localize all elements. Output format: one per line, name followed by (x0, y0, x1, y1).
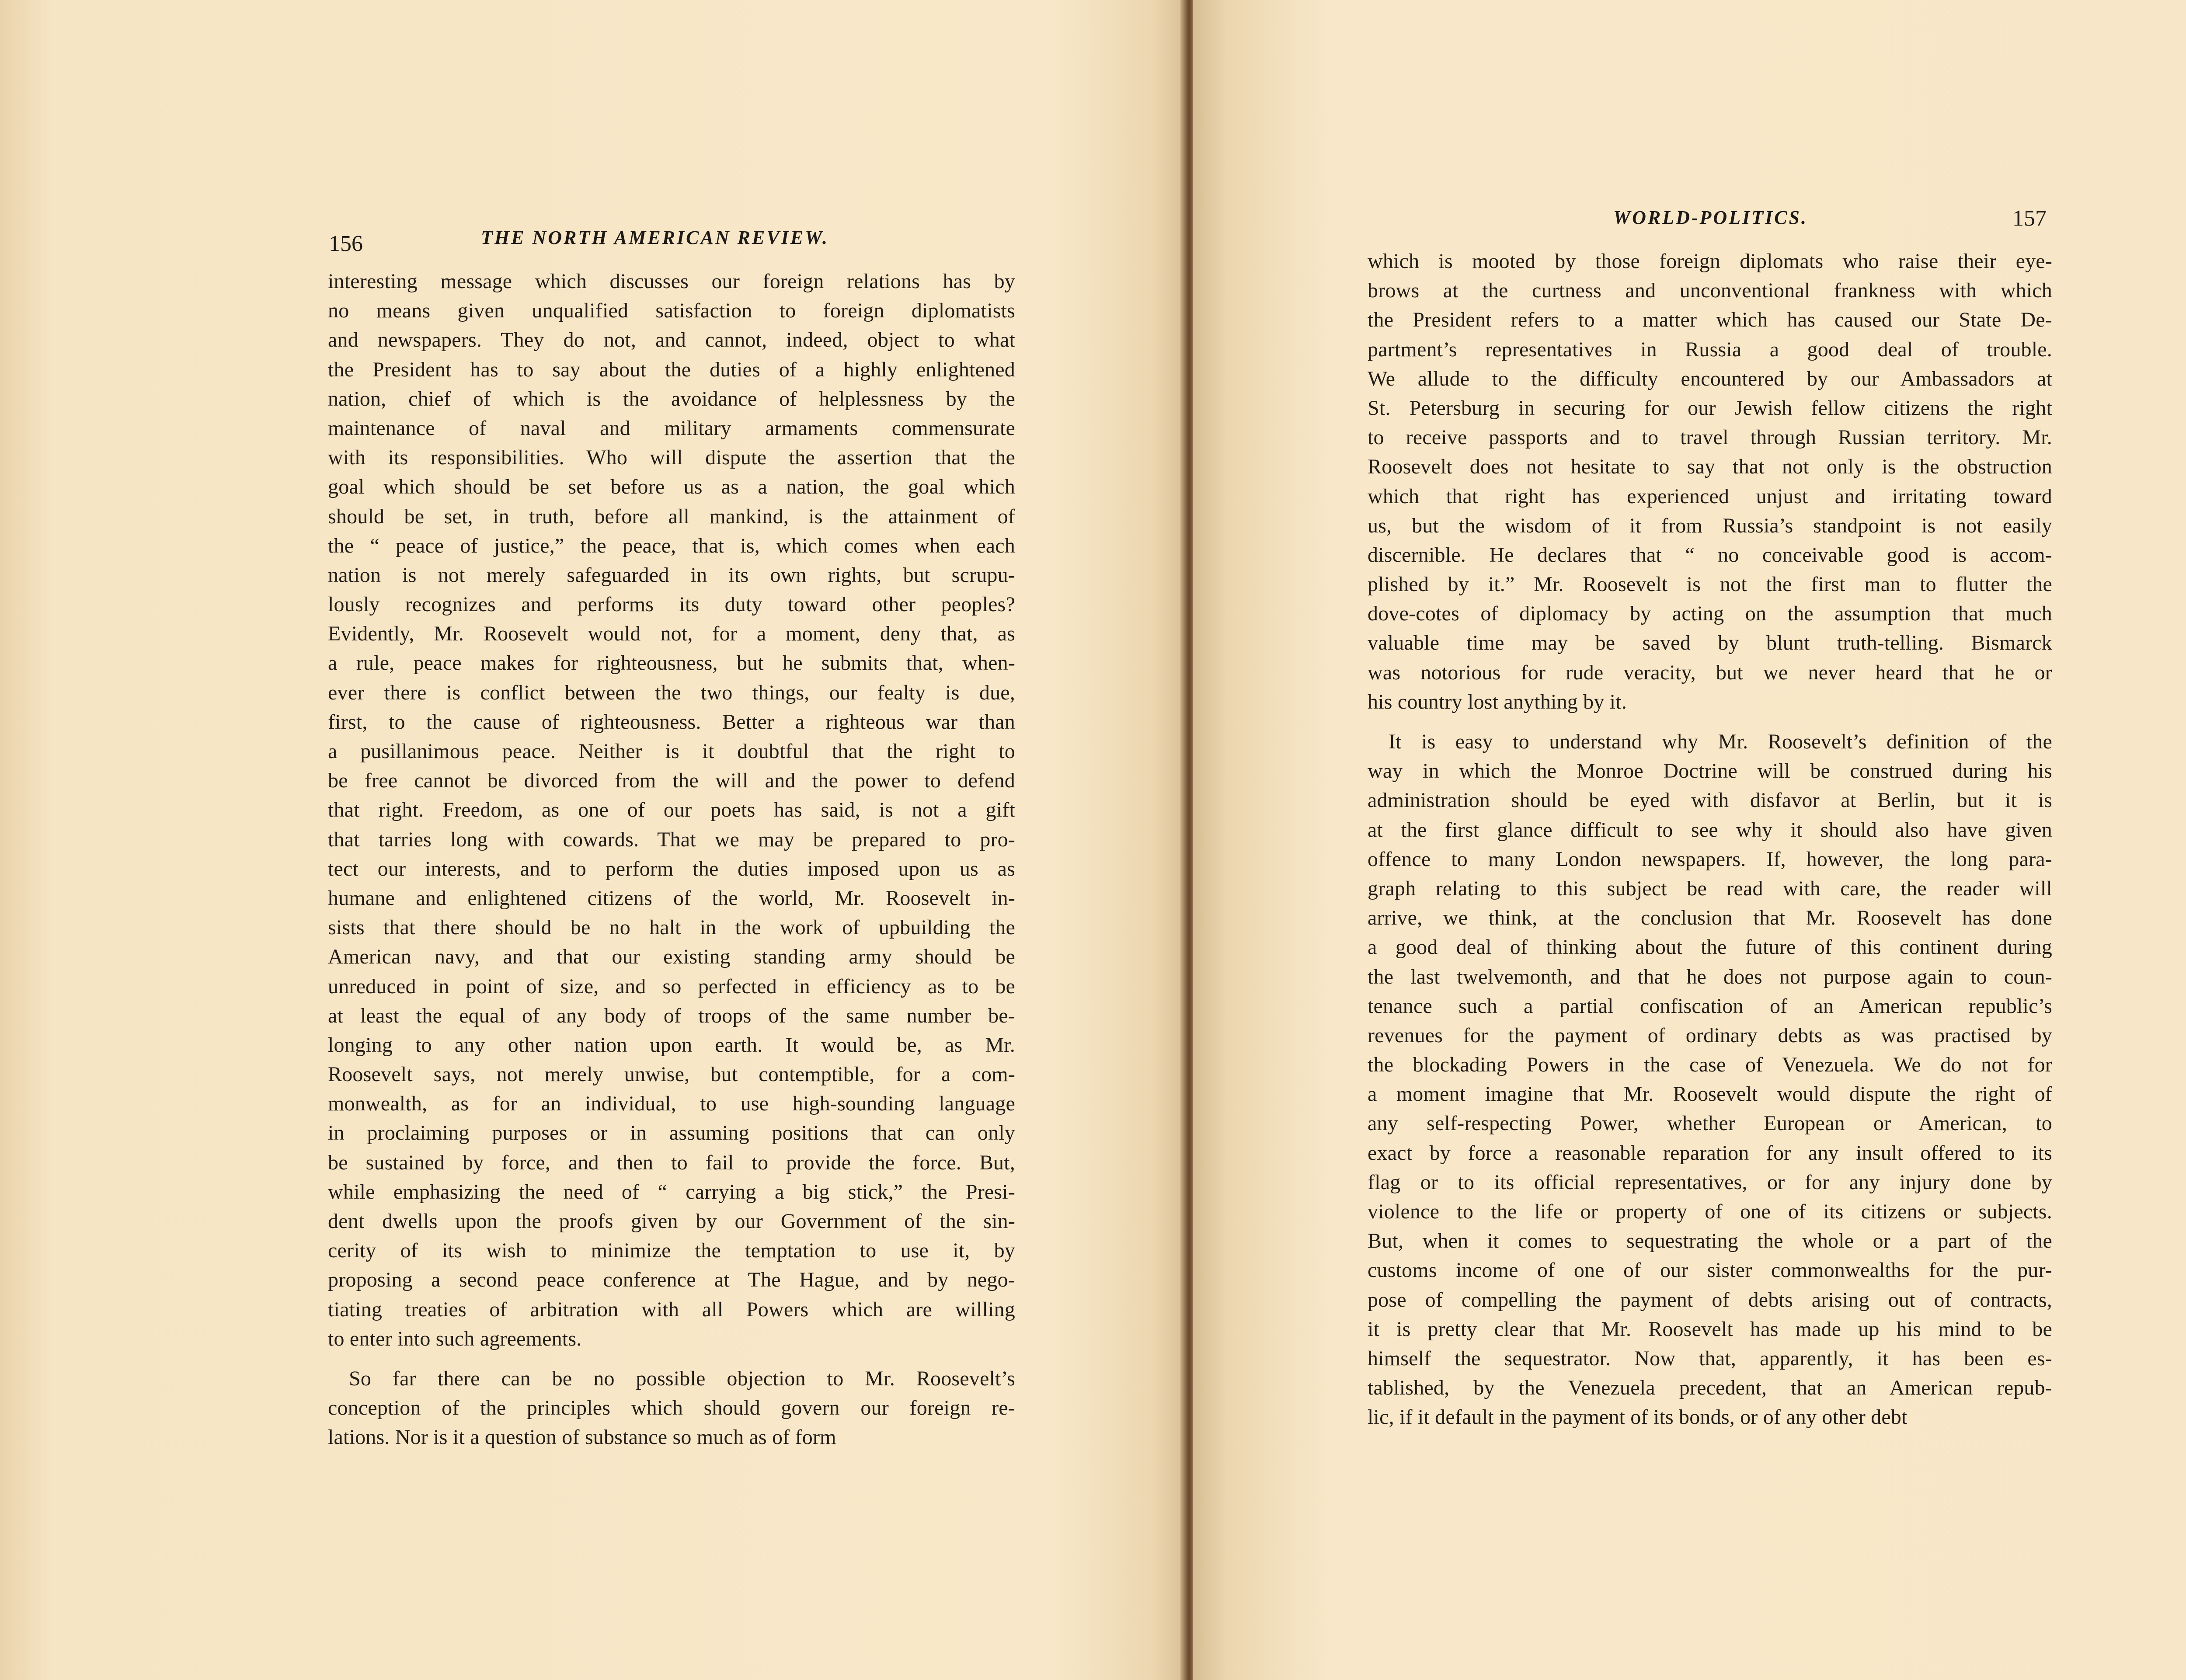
text-line: the “ peace of justice,” the peace, that is, which comes when each (328, 534, 1015, 557)
text-line: us, but the wisdom of it from Russia’s standpoint is not easily (1368, 514, 2052, 537)
text-line: maintenance of naval and military armaments commensurate (328, 416, 1015, 440)
text-line: the blockading Powers in the case of Venezuela. We do not for (1368, 1053, 2052, 1077)
text-line: be sustained by force, and then to fail to provide the force. But, (328, 1151, 1015, 1174)
text-line: ever there is conflict between the two things, our fealty is due, (328, 681, 1015, 704)
text-line: lic, if it default in the payment of its bonds, or of any other debt (1368, 1405, 1908, 1429)
text-line: at least the equal of any body of troops of the same number be- (328, 1004, 1015, 1027)
right-running-title: WORLD-POLITICS. (1613, 207, 1808, 228)
text-line: American navy, and that our existing standing army should be (328, 945, 1015, 969)
text-line: It is easy to understand why Mr. Roosevelt’s definition of the (1389, 730, 2052, 753)
text-line: longing to any other nation upon earth. It would be, as Mr. (328, 1033, 1015, 1057)
text-line: which that right has experienced unjust and irritating toward (1368, 484, 2052, 508)
text-line: revenues for the payment of ordinary debts as was practised by (1368, 1023, 2052, 1047)
text-line: tiating treaties of arbitration with all Powers which are willing (328, 1297, 1015, 1321)
text-line: dent dwells upon the proofs given by our Government of the sin- (328, 1210, 1015, 1233)
text-line: flag or to its official representatives, or for any injury done by (1368, 1170, 2052, 1194)
text-line: humane and enlightened citizens of the world, Mr. Roosevelt in- (328, 886, 1015, 910)
text-line: to enter into such agreements. (328, 1327, 582, 1350)
text-line: St. Petersburg in securing for our Jewish fellow citizens the right (1368, 396, 2052, 420)
text-line: interesting message which discusses our foreign relations has by (328, 270, 1015, 293)
text-line: monwealth, as for an individual, to use high-sounding language (328, 1092, 1015, 1116)
text-line: brows at the curtness and unconventional frankness with which (1368, 279, 2052, 303)
text-line: unreduced in point of size, and so perfected in efficiency as to be (328, 974, 1015, 998)
text-line: any self-respecting Power, whether European or American, to (1368, 1112, 2052, 1135)
text-line: a rule, peace makes for righteousness, but he submits that, when- (328, 651, 1015, 675)
text-line: should be set, in truth, before all mankind, is the attainment of (328, 504, 1015, 528)
text-line: tenance such a partial confiscation of an American republic’s (1368, 994, 2052, 1018)
text-line: customs income of one of our sister commonwealths for the pur- (1368, 1259, 2052, 1282)
text-line: was notorious for rude veracity, but we never heard that he or (1368, 661, 2052, 684)
text-line: nation, chief of which is the avoidance of helplessness by the (328, 387, 1015, 410)
text-line: proposing a second peace conference at The Hague, and by nego- (328, 1268, 1015, 1292)
text-line: goal which should be set before us as a nation, the goal which (328, 475, 1015, 499)
left-running-title: THE NORTH AMERICAN REVIEW. (481, 227, 829, 248)
right-page (1193, 0, 2186, 1680)
text-line: a moment imagine that Mr. Roosevelt would dispute the right of (1368, 1082, 2052, 1106)
text-line: way in which the Monroe Doctrine will be construed during his (1368, 759, 2052, 783)
text-line: tect our interests, and to perform the duties imposed upon us as (328, 857, 1015, 880)
text-line: in proclaiming purposes or in assuming positions that can only (328, 1121, 1015, 1145)
text-line: the President has to say about the duties of a highly enlightened (328, 358, 1015, 381)
text-line: offence to many London newspapers. If, however, the long para- (1368, 847, 2052, 871)
text-line: it is pretty clear that Mr. Roosevelt has made up his mind to be (1368, 1317, 2052, 1341)
text-line: We allude to the difficulty encountered by our Ambassadors at (1368, 367, 2052, 390)
text-line: dove-cotes of diplomacy by acting on the assumption that much (1368, 602, 2052, 626)
text-line: Evidently, Mr. Roosevelt would not, for a moment, deny that, as (328, 622, 1015, 646)
text-line: exact by force a reasonable reparation for any insult offered to its (1368, 1141, 2052, 1165)
text-line: Roosevelt does not hesitate to say that not only is the obstruction (1368, 455, 2052, 479)
text-line: conception of the principles which should govern our foreign re- (328, 1396, 1015, 1420)
right-page-number: 157 (2012, 206, 2047, 231)
text-line: valuable time may be saved by blunt truth-telling. Bismarck (1368, 631, 2052, 655)
text-line: the President refers to a matter which has caused our State De- (1368, 308, 2052, 332)
text-line: the last twelvemonth, and that he does not purpose again to coun- (1368, 965, 2052, 988)
text-line: lously recognizes and performs its duty toward other peoples? (328, 593, 1015, 616)
text-line: that tarries long with cowards. That we may be prepared to pro- (328, 828, 1015, 851)
text-line: But, when it comes to sequestrating the whole or a part of the (1368, 1229, 2052, 1253)
text-line: and newspapers. They do not, and cannot, indeed, object to what (328, 328, 1015, 352)
text-line: his country lost anything by it. (1368, 690, 1627, 713)
text-line: that right. Freedom, as one of our poets has said, is not a gift (328, 798, 1015, 822)
text-line: Roosevelt says, not merely unwise, but contemptible, for a com- (328, 1063, 1015, 1086)
text-line: graph relating to this subject be read with care, the reader will (1368, 877, 2052, 900)
text-line: plished by it.” Mr. Roosevelt is not the first man to flutter the (1368, 573, 2052, 596)
text-line: himself the sequestrator. Now that, apparently, it has been es- (1368, 1346, 2052, 1370)
text-line: a pusillanimous peace. Neither is it doubtful that the right to (328, 740, 1015, 763)
text-line: lations. Nor is it a question of substance so much as of form (328, 1426, 836, 1449)
text-line: sists that there should be no halt in the work of upbuilding the (328, 916, 1015, 939)
text-line: with its responsibilities. Who will dispute the assertion that the (328, 446, 1015, 470)
text-line: tablished, by the Venezuela precedent, that an American repub- (1368, 1376, 2052, 1400)
text-line: be free cannot be divorced from the will and the power to defend (328, 769, 1015, 793)
text-line: a good deal of thinking about the future of this continent during (1368, 936, 2052, 959)
text-line: at the first glance difficult to see why it should also have given (1368, 818, 2052, 842)
text-line: while emphasizing the need of “ carrying a big stick,” the Presi- (328, 1180, 1015, 1203)
text-line: no means given unqualified satisfaction to foreign diplomatists (328, 299, 1015, 323)
paragraph-gap (328, 1353, 1015, 1364)
text-line: violence to the life or property of one of its citizens or subjects. (1368, 1200, 2052, 1223)
text-line: administration should be eyed with disfavor at Berlin, but it is (1368, 789, 2052, 812)
text-line: partment’s representatives in Russia a good deal of trouble. (1368, 337, 2052, 361)
paragraph-gap (1368, 717, 2052, 727)
text-line: pose of compelling the payment of debts arising out of contracts, (1368, 1288, 2052, 1311)
left-page-number: 156 (329, 231, 363, 256)
text-line: to receive passports and to travel through Russian territory. Mr. (1368, 426, 2052, 449)
text-line: which is mooted by those foreign diplomats who raise their eye- (1368, 250, 2052, 273)
text-line: arrive, we think, at the conclusion that Mr. Roosevelt has done (1368, 906, 2052, 930)
right-page-body (1368, 247, 2052, 1432)
text-line: first, to the cause of righteousness. Better a righteous war than (328, 710, 1015, 734)
left-page-body (328, 267, 1015, 1452)
text-line: discernible. He declares that “ no conceivable good is accom- (1368, 543, 2052, 567)
text-line: nation is not merely safeguarded in its own rights, but scrupu- (328, 563, 1015, 587)
text-line: cerity of its wish to minimize the temptation to use it, by (328, 1239, 1015, 1263)
text-line: So far there can be no possible objection to Mr. Roosevelt’s (349, 1367, 1015, 1390)
